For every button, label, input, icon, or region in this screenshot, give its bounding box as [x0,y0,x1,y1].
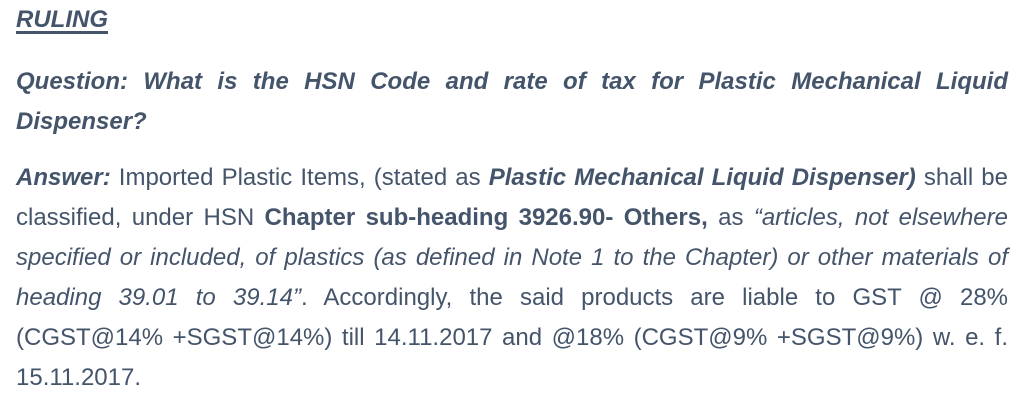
ruling-heading [16,0,1008,40]
answer-segment-quoted-definition: “articles, not elsewhere specified or included, of plastics (as defined in Note 1 to the Chapter) or other materials of heading 39.01 to 39.14” [16,204,1008,311]
question-label: Question: [16,68,128,95]
answer-paragraph [16,158,1008,398]
answer-segment: shall be classified, under HSN [16,164,1009,231]
answer-label: Answer: [16,164,111,191]
ruling-heading-text: RULING [16,6,108,33]
answer-segment: as [707,204,754,231]
answer-segment: Imported Plastic Items, (stated as [110,164,489,191]
answer-segment-hsn-subheading: Chapter sub-heading 3926.90- Others, [264,204,708,231]
answer-segment-tax-rates: . Accordingly, the said products are liable to GST @ 28% (CGST@14% +SGST@14%) till 14.11.2017 and @18% (CGST@9% +SGST@9%) w. e. f. 15.11.2017. [16,284,1009,391]
question-text: What is the HSN Code and rate of tax for Plastic Mechanical Liquid Dispenser? [16,68,1008,135]
question-paragraph [16,62,1008,142]
answer-segment-product-name: Plastic Mechanical Liquid Dispenser) [488,164,916,191]
